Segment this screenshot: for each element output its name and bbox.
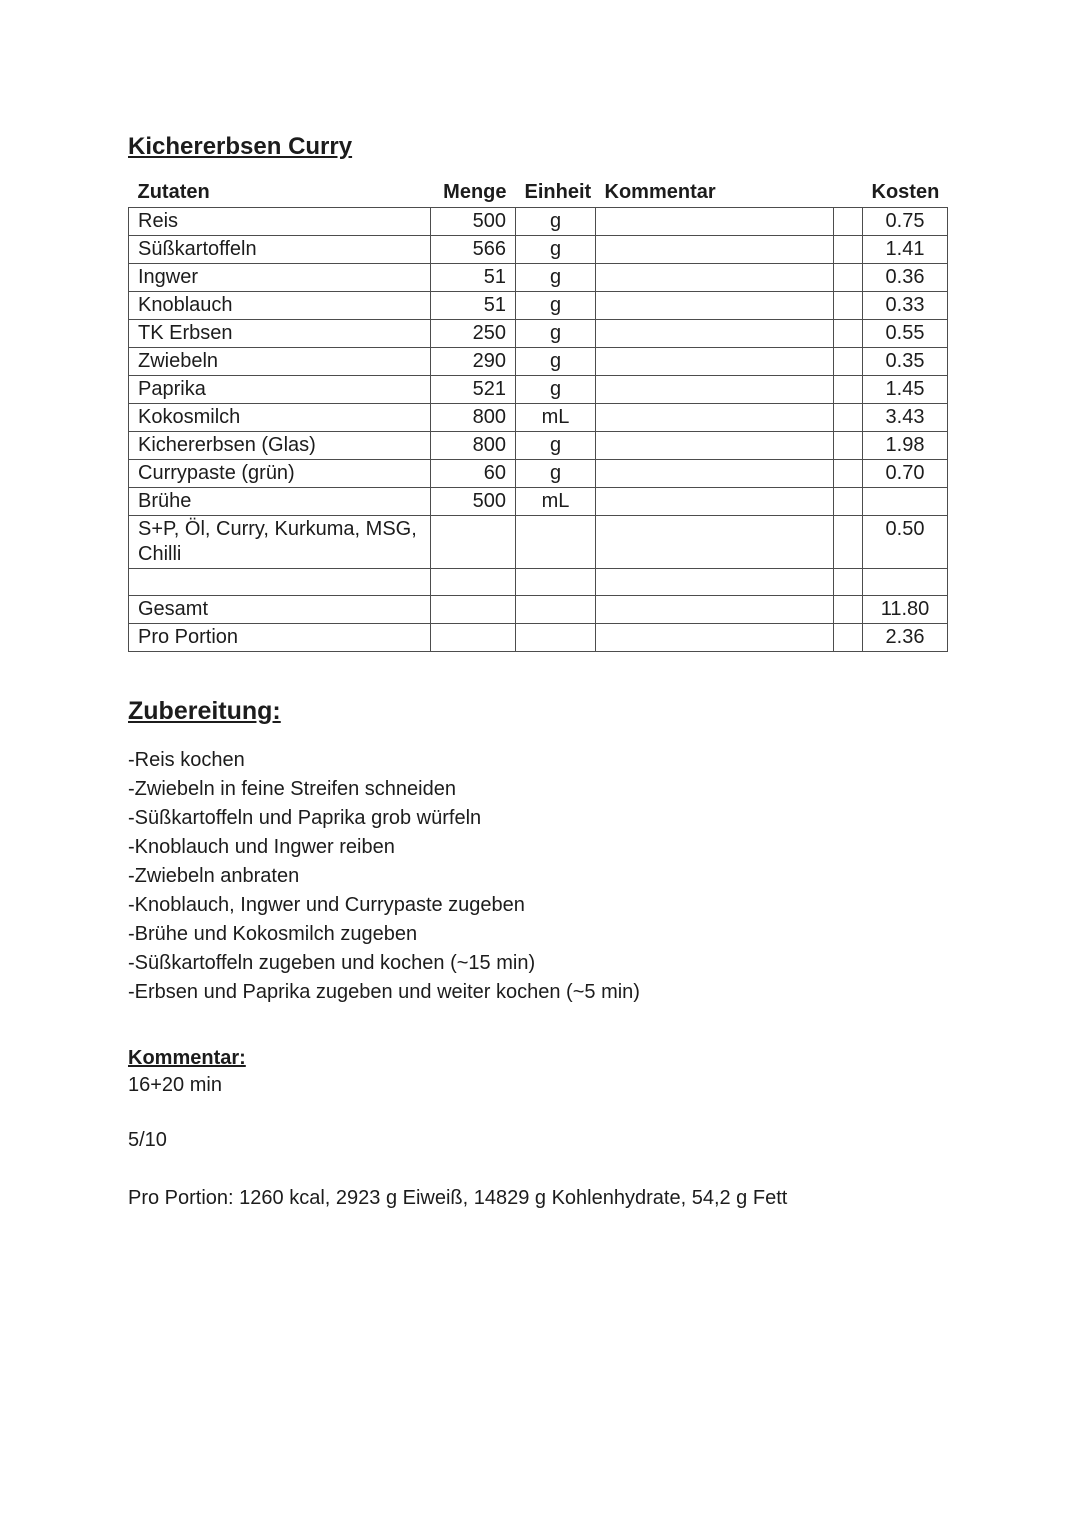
comment-cell <box>596 292 834 320</box>
cost-cell: 0.55 <box>863 320 948 348</box>
cost-cell: 0.70 <box>863 460 948 488</box>
preparation-step: -Süßkartoffeln und Paprika grob würfeln <box>128 807 482 829</box>
cost-cell: 0.35 <box>863 348 948 376</box>
ingredient-name-cell: Süßkartoffeln <box>129 236 431 264</box>
ingredients-table-body <box>129 208 948 652</box>
unit-cell: g <box>516 348 596 376</box>
cooking-time: 16+20 min <box>128 1074 222 1096</box>
comment-heading: Kommentar: <box>128 1047 246 1069</box>
comment-cell <box>596 320 834 348</box>
preparation-step: -Zwiebeln in feine Streifen schneiden <box>128 778 456 800</box>
ingredient-row <box>129 432 948 460</box>
amount-cell: 800 <box>431 432 516 460</box>
preparation-step: -Brühe und Kokosmilch zugeben <box>128 923 418 945</box>
ingredient-name-cell: Kokosmilch <box>129 404 431 432</box>
amount-cell: 566 <box>431 236 516 264</box>
unit-cell: g <box>516 320 596 348</box>
recipe-title: Kichererbsen Curry <box>128 133 353 160</box>
preparation-step: -Zwiebeln anbraten <box>128 865 300 887</box>
ingredient-name-cell: TK Erbsen <box>129 320 431 348</box>
rating: 5/10 <box>128 1129 167 1151</box>
column-header-menge: Menge <box>443 181 507 203</box>
amount-cell: 800 <box>431 404 516 432</box>
ingredient-row <box>129 460 948 488</box>
ingredient-name-cell: Brühe <box>129 488 431 516</box>
ingredient-name-cell: Paprika <box>129 376 431 404</box>
amount-cell <box>431 516 516 569</box>
ingredient-row <box>129 404 948 432</box>
cost-cell: 1.45 <box>863 376 948 404</box>
preparation-step: -Erbsen und Paprika zugeben und weiter kochen (~5 min) <box>128 981 640 1003</box>
cost-cell: 1.98 <box>863 432 948 460</box>
cost-cell: 0.33 <box>863 292 948 320</box>
comment-cell <box>596 376 834 404</box>
cost-cell <box>863 569 948 596</box>
comment-cell <box>596 460 834 488</box>
column-header-kommentar: Kommentar <box>604 181 716 203</box>
unit-cell <box>516 569 596 596</box>
amount-cell <box>431 596 516 624</box>
ingredient-name-cell: Knoblauch <box>129 292 431 320</box>
spacer-cell <box>834 376 863 404</box>
comment-cell <box>596 208 834 236</box>
amount-cell: 500 <box>431 208 516 236</box>
unit-cell: g <box>516 292 596 320</box>
amount-cell <box>431 569 516 596</box>
preparation-steps <box>128 746 1040 1007</box>
total-row <box>129 596 948 624</box>
ingredient-row <box>129 208 948 236</box>
ingredient-name-cell: Kichererbsen (Glas) <box>129 432 431 460</box>
amount-cell: 250 <box>431 320 516 348</box>
ingredients-table-header <box>129 181 948 208</box>
amount-cell: 51 <box>431 264 516 292</box>
ingredient-name-cell: Reis <box>129 208 431 236</box>
ingredient-name-cell: Currypaste (grün) <box>129 460 431 488</box>
comment-cell <box>596 264 834 292</box>
spacer-cell <box>834 348 863 376</box>
unit-cell: g <box>516 432 596 460</box>
empty-row <box>129 569 948 596</box>
spacer-cell <box>834 596 863 624</box>
spacer-cell <box>834 208 863 236</box>
ingredient-name-cell: Zwiebeln <box>129 348 431 376</box>
preparation-step: -Reis kochen <box>128 749 245 771</box>
preparation-step: -Süßkartoffeln zugeben und kochen (~15 min) <box>128 952 536 974</box>
column-header-zutaten: Zutaten <box>137 181 210 203</box>
spacer-cell <box>834 432 863 460</box>
cost-cell <box>863 488 948 516</box>
spacer-cell <box>834 569 863 596</box>
spacer-cell <box>834 516 863 569</box>
ingredient-name-cell: S+P, Öl, Curry, Kurkuma, MSG, Chilli <box>129 516 431 569</box>
comment-cell <box>596 432 834 460</box>
unit-cell: g <box>516 236 596 264</box>
comment-cell <box>596 348 834 376</box>
ingredient-row <box>129 292 948 320</box>
cost-cell: 0.36 <box>863 264 948 292</box>
unit-cell <box>516 516 596 569</box>
column-header-kosten: Kosten <box>871 181 940 203</box>
cost-cell: 1.41 <box>863 236 948 264</box>
comment-cell <box>596 516 834 569</box>
spacer-cell <box>834 460 863 488</box>
ingredient-row <box>129 348 948 376</box>
unit-cell: g <box>516 208 596 236</box>
spacer-cell <box>834 624 863 652</box>
comment-cell <box>596 569 834 596</box>
nutrition-info: Pro Portion: 1260 kcal, 2923 g Eiweiß, 14829 g Kohlenhydrate, 54,2 g Fett <box>128 1187 788 1209</box>
per-portion-row <box>129 624 948 652</box>
amount-cell: 521 <box>431 376 516 404</box>
spacer-cell <box>834 488 863 516</box>
ingredient-row <box>129 320 948 348</box>
ingredient-row <box>129 488 948 516</box>
comment-cell <box>596 624 834 652</box>
total-label-cell: Gesamt <box>129 596 431 624</box>
ingredient-row <box>129 516 948 569</box>
spacer-cell <box>834 404 863 432</box>
ingredient-row <box>129 264 948 292</box>
unit-cell: g <box>516 376 596 404</box>
unit-cell: g <box>516 460 596 488</box>
header-row <box>129 181 948 208</box>
column-header-spacer <box>834 181 863 208</box>
preparation-step: -Knoblauch, Ingwer und Currypaste zugeben <box>128 894 525 916</box>
comment-cell <box>596 236 834 264</box>
cost-cell: 3.43 <box>863 404 948 432</box>
cost-cell: 0.75 <box>863 208 948 236</box>
amount-cell: 500 <box>431 488 516 516</box>
cost-cell: 0.50 <box>863 516 948 569</box>
spacer-cell <box>834 264 863 292</box>
amount-cell: 290 <box>431 348 516 376</box>
spacer-cell <box>834 292 863 320</box>
amount-cell: 51 <box>431 292 516 320</box>
comment-cell <box>596 596 834 624</box>
amount-cell: 60 <box>431 460 516 488</box>
spacer-cell <box>834 236 863 264</box>
unit-cell: mL <box>516 404 596 432</box>
amount-cell <box>431 624 516 652</box>
ingredient-name-cell: Ingwer <box>129 264 431 292</box>
preparation-step: -Knoblauch und Ingwer reiben <box>128 836 395 858</box>
unit-cell <box>516 596 596 624</box>
unit-cell: g <box>516 264 596 292</box>
unit-cell: mL <box>516 488 596 516</box>
ingredients-table <box>128 181 948 652</box>
ingredient-row <box>129 376 948 404</box>
per-portion-label-cell: Pro Portion <box>129 624 431 652</box>
preparation-heading: Zubereitung: <box>128 697 281 725</box>
per-portion-cost-cell: 2.36 <box>863 624 948 652</box>
total-cost-cell: 11.80 <box>863 596 948 624</box>
unit-cell <box>516 624 596 652</box>
spacer-cell <box>834 320 863 348</box>
comment-cell <box>596 404 834 432</box>
comment-cell <box>596 488 834 516</box>
ingredient-row <box>129 236 948 264</box>
ingredient-name-cell <box>129 569 431 596</box>
column-header-einheit: Einheit <box>524 181 592 203</box>
